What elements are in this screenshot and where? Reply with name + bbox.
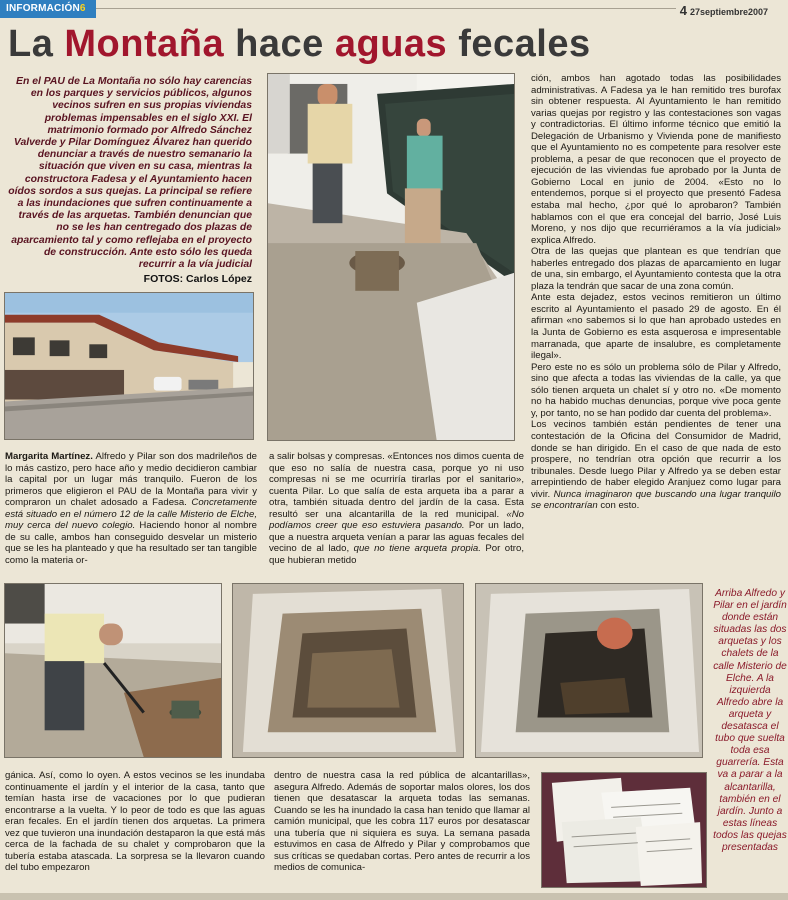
paragraph: Los vecinos también están pendientes de tener una contestación de la Oficina del Consumidor de Madrid, donde se han dirigido. En el caso de que nada de esto prospere, no tendrían otra opción que recurrir a los tribunales. Desde luego Pilar y Alfredo ya se deben estar arrepintiendo de haber elegido Aranjuez como lugar para vivir. Nunca imaginaron que buscando una lugar tranquilo se encontrarían con esto.	[531, 419, 781, 512]
page-info	[680, 3, 768, 18]
article-column-3	[531, 73, 781, 512]
article-column-5: dentro de nuestra casa la red pública de alcantarillas», asegura Alfredo. Además de soportar malos olores, los dos tienen que desatascar la arqueta todas las semanas. Cuando se les ha inundado la casa han tenido que llamar al camión municipal, que les cobra 117 euros por desatascar una tubería que ni siquiera es suya. La semana pasada estuvimos en casa de Alfredo y Pilar y comprobamos que sus críticas se quedaban cortas. Pero antes de recurrir a los medios de comunica-	[274, 770, 530, 874]
page-number: 4	[679, 3, 687, 18]
headline: La Montaña hace aguas fecales	[8, 23, 591, 65]
article-column-4: gánica. Así, como lo oyen. A estos vecinos se les inundaba continuamente el jardín y el interior de la casa, tanto que temían hasta irse de vacaciones por lo que pudieran encontrarse a la vuelta. Y lo peor de todo es que las aguas eran fecales. En el jardín tienen dos arquetas. La primera vez que tuvieron una inundación destaparon la que está más cerca de la fachada de su chalet y comprobaron que la tubería estaba atascada. La sorpresa se la llevaron cuando del tubo empezaron	[5, 770, 265, 874]
street-photo-image	[5, 293, 253, 439]
arqueta-photo-image	[5, 584, 221, 757]
photo-alfredo-arqueta	[4, 583, 222, 758]
alcantarilla-image	[476, 584, 702, 757]
article-column-2: a salir bolsas y compresas. «Entonces nos dimos cuenta de que eso no salía de nuestra casa, porque yo ni uso compresas ni se me ocurriría tirarlas por el sanitario», cuenta Pilar. Lo que salía de esta arqueta iba a parar a otra, también situada dentro del jardín de la casa. Esta resultó ser una alcantarilla de la red municipal. «No podíamos creer que eso estuviera pasando. Por un lado, que a nuestra arqueta venían a parar las aguas fecales del vecino de al lado, que no tiene arqueta propia. Por otro, que hubieran metido	[269, 451, 525, 566]
garden-photo-image	[268, 74, 514, 440]
paragraph: Otra de las quejas que plantean es que tendrían que haberles entregado dos plazas de aparcamiento en lugar de una, sin embargo, el Ayuntamiento contesta que la otra plaza la tendrán que sacar de una zona común.	[531, 246, 781, 292]
photo-alcantarilla	[475, 583, 703, 758]
intro-paragraph: En el PAU de La Montaña no sólo hay carencias en los parques y servicios públicos, algunos vecinos sufren en sus propias viviendas problemas impensables en el siglo XXI. El matrimonio formado por Alfredo Sánchez Valverde y Pilar Domínguez Álvarez han querido denunciar a través de nuestro semanario la situación que viven en su casa, mientras la constructora Fadesa y el Ayuntamiento hacen oídos sordos a sus quejas. La principal se refiere a las inundaciones que sufren continuamente a través de las arquetas. También denuncian que no se les han centregado dos plazas de aparcamiento tal y como reflejaba en el proyecto de construcción. Ante esto sólo les queda recurrir a la vía judicial	[8, 76, 252, 271]
photo-street-chalets	[4, 292, 254, 440]
section-label: INFORMACIÓN	[6, 3, 80, 14]
papers-photo-image	[542, 773, 706, 887]
top-rule	[96, 8, 676, 9]
photo-caption: Arriba Alfredo y Pilar en el jardín donde están situadas las dos arquetas y los chalets de la calle Misterio de Elche. A la izquierda Alfredo abre la arqueta y desatasca el tubo que suelta toda esa guarrería. Esta va a parar a la alcantarilla, también en el jardín. Junto a estas líneas todos las quejas presentadas	[713, 588, 787, 853]
issue-date: 27septiembre2007	[689, 7, 768, 17]
section-number: 6	[79, 3, 86, 14]
photo-credit: FOTOS: Carlos López	[143, 273, 252, 285]
paragraph: Ante esta dejadez, estos vecinos remitieron un último escrito al Ayuntamiento el pasado 29 de agosto. En él afirman «no sabemos si lo que han aprobado ustedes en la Junta de Gobierno es esta asquerosa e impresentable marranada, que aparte de insalubre, es completamente ilegal».	[531, 292, 781, 362]
bottom-bar	[0, 893, 788, 900]
paragraph: Pero este no es sólo un problema sólo de Pilar y Alfredo, sino que afecta a todas las viviendas de la calle, ya que sólo tienen arqueta un chalet sí y otro no. «De momento no ha habido muchas denuncias, porque vive poca gente y, por tanto, no se han podido dar cuenta del problema».	[531, 361, 781, 419]
paragraph: ción, ambos han agotado todas las posibilidades administrativas. A Fadesa ya le han remitido tres burofax sin obtener respuesta. Al Ayuntamiento le han remitido varias quejas por registro y las contestaciones son vagas y contradictorias. El último informe técnico que emitió la Delegación de Urbanismo y Vivienda pone de manifiesto que el Ayuntamiento no es competente para resolver este problema, a pesar de que reconocen que el proyecto de ejecución de las viviendas fue aprobado por la Junta de Gobierno Local en junio de 2004. «Esto no lo entendemos, porque si el proyecto que presentó Fadesa estaba mal hecho, ¿por qué lo aprobaron? También hablamos con el que era concejal del barrio, José Luis Moreno, y nos dijo que recurriéramos a la vía judicial» explica Alfredo.	[531, 73, 781, 246]
photo-complaint-papers	[541, 772, 707, 888]
author-name: Margarita Martínez.	[5, 451, 93, 462]
photo-open-arqueta	[232, 583, 464, 758]
open-arqueta-image	[233, 584, 463, 757]
headline-emphasis-aguas: aguas	[334, 23, 448, 65]
photo-couple-garden	[267, 73, 515, 441]
article-column-1: Margarita Martínez. Alfredo y Pilar son dos madrileños de lo más castizo, pero hace año y medio decidieron cambiar la capital por un lugar más tranquilo. Fueron de los primeros que eligieron el PAU de la Montaña para vivir y compraron un chalet adosado a Fadesa. Concretamente está situado en el número 12 de la calle Misterio de Elche, muy cerca del nuevo colegio. Haciendo honor al nombre de su calle, ambos han conseguido desvelar un misterio que se les ha planteado y que ha resultado ser tan tangible como la materia or-	[5, 451, 257, 566]
section-tag	[0, 0, 96, 18]
headline-emphasis-montana: Montaña	[64, 23, 225, 65]
